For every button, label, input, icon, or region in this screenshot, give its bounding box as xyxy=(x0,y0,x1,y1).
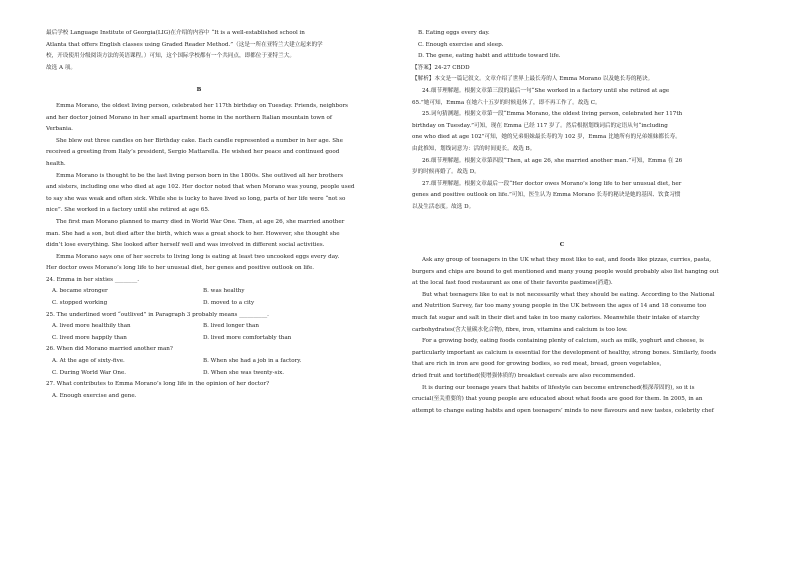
option: D. moved to a city xyxy=(203,300,255,307)
passage-line: It is during our teenage years that habits of lifestyle can become entrenched(根深蒂固的), so it is xyxy=(422,384,695,391)
passage-line: didn’t lose everything. She looked after herself well and was involved in different social activities. xyxy=(46,242,325,249)
passage-line: health. xyxy=(46,160,66,167)
passage-line: dried fruit and tortified(使增强体质的) breakfast cereals are also recommended. xyxy=(412,373,636,380)
passage-line: that are rich in iron are good for growing bodies, so red meat, bread, green vegetables, xyxy=(412,361,662,368)
passage-line: Verbania. xyxy=(46,126,73,133)
analysis-line: 65.”她可知，Emma 在她六十五岁的时候退休了，即不再工作了。故选 C。 xyxy=(412,99,601,106)
passage-line: For a growing body, eating foods containing plenty of calcium, such as milk, yoghurt and cheese, is xyxy=(422,338,704,345)
analysis-line: 25.词句猜测题。根据文章第一段“Emma Morano, the oldest living person, celebrated her 117th xyxy=(422,111,683,118)
intro-line: Atlanta that offers English classes using Graded Reader Method.”（这是一所在亚特兰大建立起来的学 xyxy=(46,41,323,48)
passage-line: Ask any group of teenagers in the UK what they most like to eat, and foods like pizzas, curries, pasta, xyxy=(422,257,712,264)
option: B. lived longer than xyxy=(203,323,259,330)
options-row xyxy=(46,333,352,345)
passage-line: burgers and chips are bound to get mentioned and many young people would probably also list hanging out xyxy=(412,268,719,275)
option: A. Enough exercise and gene. xyxy=(52,392,137,399)
section-b-label: B xyxy=(196,87,202,94)
passage-line: Emma Morano is thought to be the last living person born in the 1800s. She outlived all her brothers xyxy=(56,172,344,179)
analysis-line: 由此推知，划线词意为：活的时间更长。故选 B。 xyxy=(412,145,536,152)
options-row xyxy=(46,286,352,298)
left-column xyxy=(46,28,355,402)
analysis-line: birthday on Tuesday.”可知，现在 Emma 已经 117 岁了。然后根据划线词后的定语从句“including xyxy=(412,122,668,129)
option: C. stopped working xyxy=(52,300,108,307)
question-27: 27. What contributes to Emma Morano’s long life in the opinion of her doctor? xyxy=(46,381,270,388)
intro-line: 故选 A 项。 xyxy=(46,64,76,71)
analysis-line: genes and positive outlook on life.”可知，医生认为 Emma Morano 长寿的秘诀是她的基因、饮食习惯 xyxy=(412,192,681,199)
passage-line: to say she was weak and often sick. While she is lucky to have lived so long, parts of her life were “not so xyxy=(46,195,346,202)
passage-line: But what teenagers like to eat is not necessarily what they should be eating. According to the National xyxy=(422,291,715,298)
option: C. Enough exercise and sleep. xyxy=(418,41,504,48)
right-column xyxy=(412,28,719,417)
option: C. During World War One. xyxy=(52,369,127,376)
passage-line: crucial(至关重要的) that young people are educated about what foods are good for them. In 2005, in an xyxy=(412,396,703,403)
option: B. Eating eggs every day. xyxy=(418,30,490,36)
analysis-line: 26.细节理解题。根据文章第四段“Then, at age 26, she married another man.”可知，Emma 在 26 xyxy=(422,157,683,164)
intro-line: 校，开设使用分级阅读方法的英语课程。）可知，这个国际学校都有一个共同点，即都位于亚特兰大。 xyxy=(46,53,295,60)
options-row xyxy=(46,298,352,310)
passage-line: and her doctor joined Morano in her small apartment home in the northern Italian mountain town of xyxy=(46,114,332,121)
option: D. When she was twenty-six. xyxy=(203,369,285,376)
option: B. was healthy xyxy=(203,288,245,295)
option: A. lived more healthily than xyxy=(52,323,131,330)
passage-line: The first man Morano planned to marry died in World War One. Then, at age 26, she married another xyxy=(56,218,345,225)
options-row xyxy=(46,321,352,333)
answer-label: 【答案】24-27 CBDD xyxy=(412,64,470,71)
options-row xyxy=(46,368,352,380)
analysis-line: one who died at age 102”可知，她的兄弟姐妹最长寿的为 102 岁，Emma 比她所有的兄弟姐妹都长寿。 xyxy=(412,134,681,141)
passage-line: and sisters, including one who died at age 102. Her doctor noted that when Morano was young, people used xyxy=(46,184,355,191)
passage-line: She blew out three candles on her Birthday cake. Each candle represented a number in her age. She xyxy=(56,137,343,144)
passage-line: particularly important as calcium is essential for the development of healthy, strong bones. Similarly, foods xyxy=(412,349,717,356)
option: A. At the age of sixty-five. xyxy=(52,358,125,365)
analysis-line: 24.细节理解题。根据文章第三段的最后一句“She worked in a factory until she retired at age xyxy=(422,87,670,94)
passage-line: man. She had a son, but died after the birth, which was a great shock to her. However, she thought she xyxy=(46,230,340,237)
analysis-line: 岁的时候再婚了。故选 D。 xyxy=(412,169,480,176)
option: C. lived more happily than xyxy=(52,334,127,341)
question-24: 24. Emma in her sixties ________. xyxy=(46,276,139,283)
passage-line: Her doctor owes Morano’s long life to her unusual diet, her genes and positive outlook on life. xyxy=(46,265,315,272)
passage-line: carbohydrates(含大量碳水化合物), fibre, iron, vitamins and calcium is too low. xyxy=(412,326,628,333)
passage-line: attempt to change eating habits and open teenagers’ minds to new flavours and new tastes, celebrity chef xyxy=(412,407,714,414)
passage-line: nice”. She worked in a factory until she retired at age 65. xyxy=(46,207,210,214)
options-row xyxy=(46,356,352,368)
section-c-label: C xyxy=(559,241,565,248)
passage-line: Emma Morano says one of her secrets to living long is eating at least two uncooked eggs every day. xyxy=(56,253,340,260)
option: B. When she had a job in a factory. xyxy=(203,358,302,365)
passage-line: and Nutrition Survey, far too many young people in the UK between the ages of 14 and 18 consume too xyxy=(412,303,707,310)
option: D. The gene, eating habit and attitude toward life. xyxy=(418,53,561,60)
question-26: 26. When did Morano married another man? xyxy=(46,346,173,353)
intro-line: 最后学校 Language Institute of Georgia(LIG)在介绍的内容中 “It is a well-established school in xyxy=(46,30,305,36)
question-25: 25. The underlined word “outlived” in Paragraph 3 probably means __________. xyxy=(46,311,269,318)
option: A. became stronger xyxy=(52,288,108,295)
analysis-line: 【解析】本文是一篇记叙文。文章介绍了世界上最长寿的人 Emma Morano 以及她长寿的秘诀。 xyxy=(412,76,654,83)
passage-line: at the local fast food restaurant as one of their favorite pastimes(消遣). xyxy=(412,280,613,287)
passage-line: Emma Morano, the oldest living person, celebrated her 117th birthday on Tuesday. Friends, neighbors xyxy=(56,102,349,109)
option: D. lived more comfortably than xyxy=(203,334,292,341)
passage-line: much fat sugar and salt in their diet and take in too many calories. Meanwhile their intake of starchy xyxy=(412,315,700,322)
analysis-line: 以及生活态度。故选 D。 xyxy=(412,203,475,210)
analysis-line: 27.细节理解题。根据文章最后一段“Her doctor owes Morano’s long life to her unusual diet, her xyxy=(422,180,682,187)
passage-line: received a greeting from Italy’s president, Sergio Mattarella. He wished her peace and continued good xyxy=(46,149,340,156)
